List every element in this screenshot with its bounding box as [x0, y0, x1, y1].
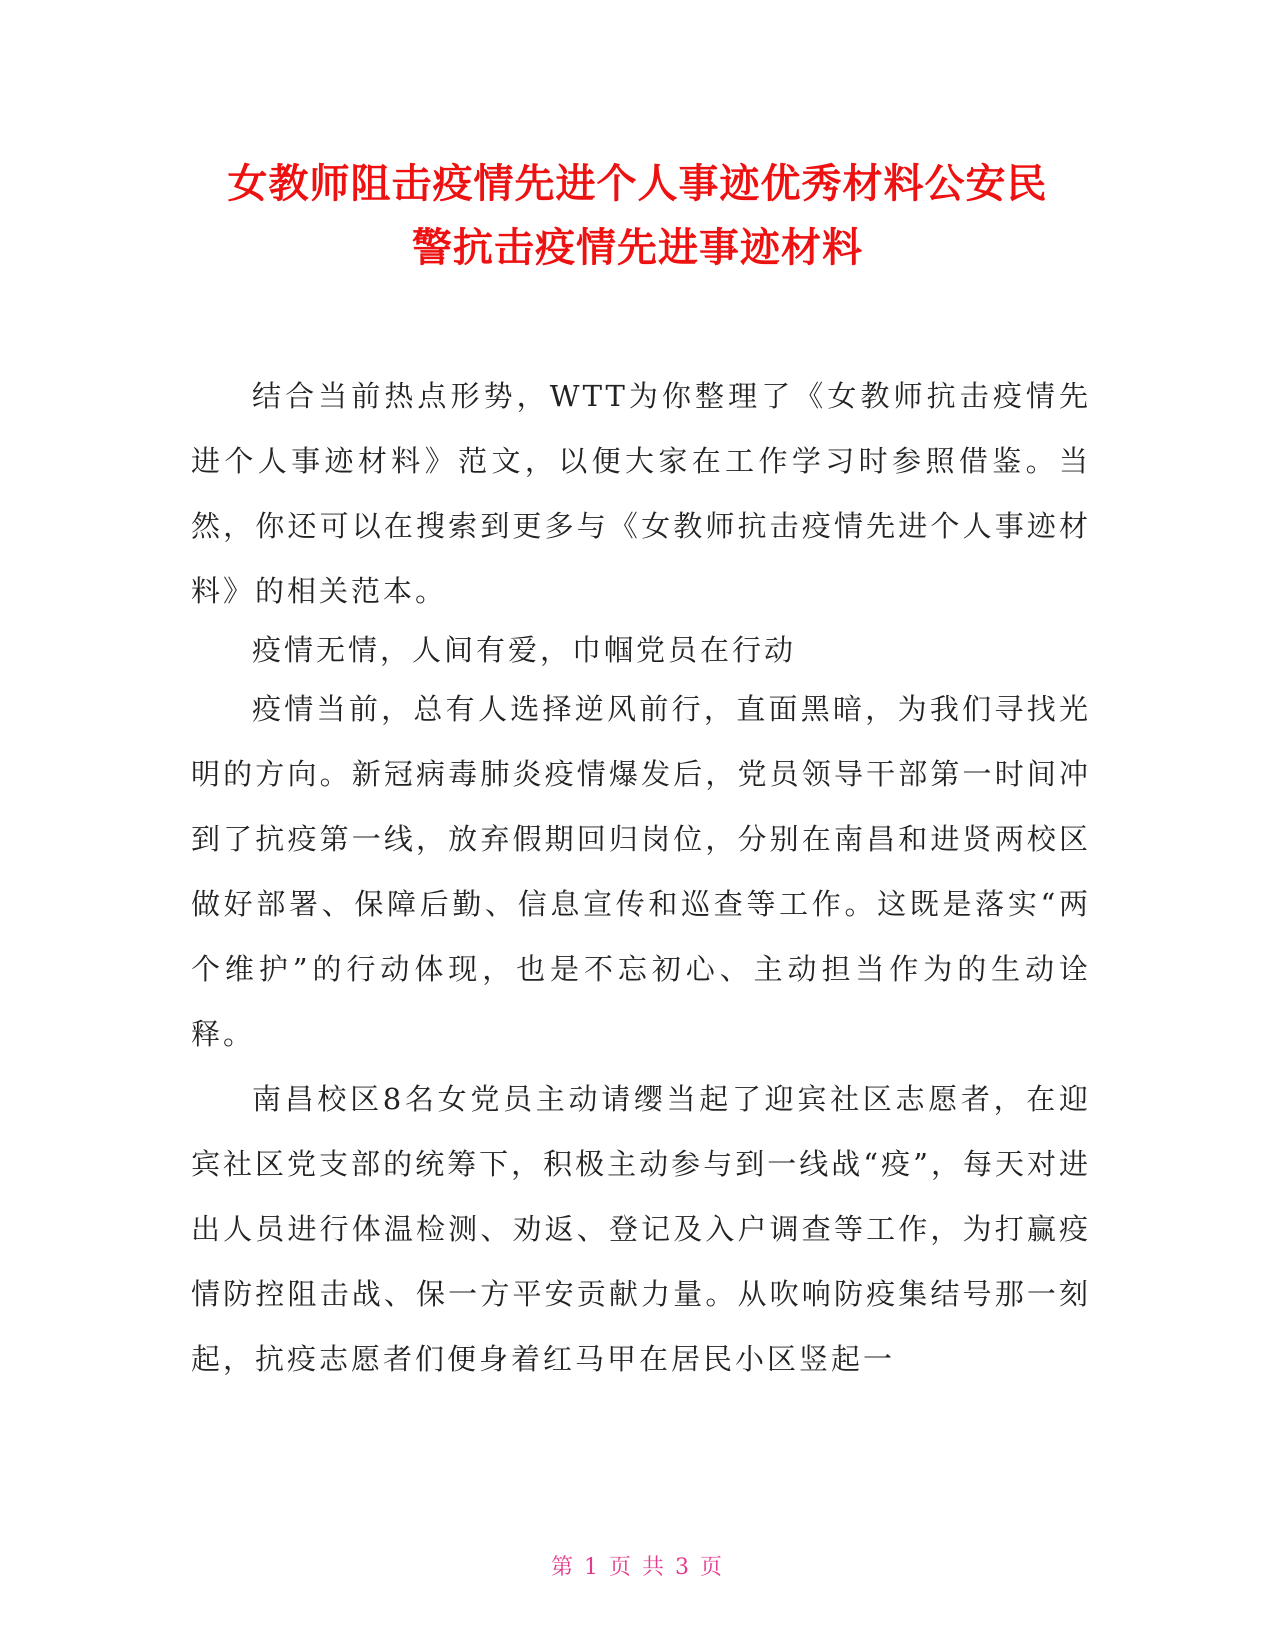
document-title — [140, 152, 1135, 280]
page-number-footer: 第 1 页 共 3 页 — [551, 1555, 724, 1580]
title-line-2: 警抗击疫情先进事迹材料 — [412, 225, 863, 271]
paragraph-volunteers: 南昌校区8名女党员主动请缨当起了迎宾社区志愿者，在迎宾社区党支部的统筹下，积极主动参与到一线战“疫”，每天对进出人员进行体温检测、劝返、登记及入户调查等工作，为打赢疫情防控阻击战、保一方平安贡献力量。从吹响防疫集结号那一刻起，抗疫志愿者们便身着红马甲在居民小区竖起一 — [191, 1082, 1091, 1376]
paragraph-frontline: 疫情当前，总有人选择逆风前行，直面黑暗，为我们寻找光明的方向。新冠病毒肺炎疫情爆发后，党员领导干部第一时间冲到了抗疫第一线，放弃假期回归岗位，分别在南昌和进贤两校区做好部署、保障后勤、信息宣传和巡查等工作。这既是落实“两个维护”的行动体现，也是不忘初心、主动担当作为的生动诠释。 — [191, 692, 1091, 1051]
document-body — [191, 364, 1091, 1392]
paragraph-intro: 结合当前热点形势，WTT为你整理了《女教师抗击疫情先进个人事迹材料》范文，以便大家在工作学习时参照借鉴。当然，你还可以在搜索到更多与《女教师抗击疫情先进个人事迹材料》的相关范本。 — [191, 379, 1091, 608]
title-line-1: 女教师阻击疫情先进个人事迹优秀材料公安民 — [227, 161, 1048, 207]
paragraph-subheading: 疫情无情，人间有爱，巾帼党员在行动 — [252, 633, 797, 667]
